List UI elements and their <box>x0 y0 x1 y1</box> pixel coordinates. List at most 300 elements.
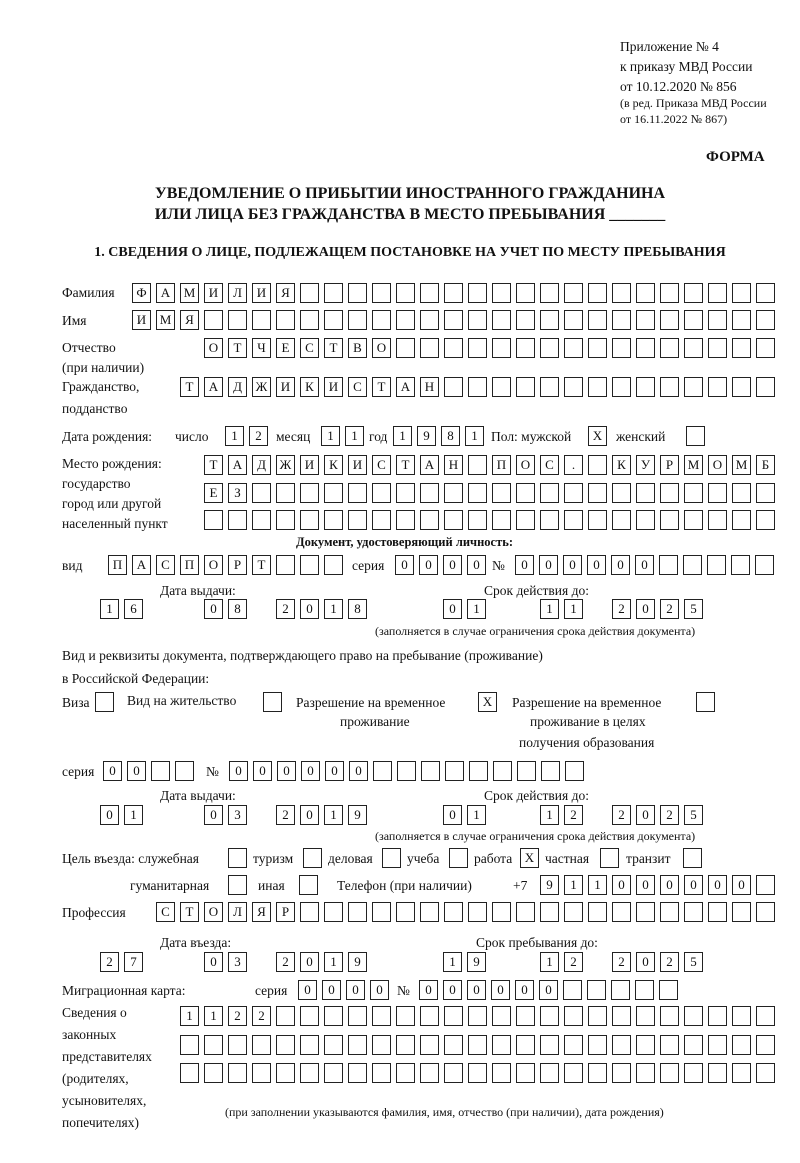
char-cell-pob2[interactable] <box>636 483 655 503</box>
char-cell-pob3[interactable] <box>396 510 415 530</box>
checkbox-p-private[interactable] <box>600 848 619 868</box>
char-cell-rep3[interactable] <box>732 1063 751 1083</box>
char-cell-surname[interactable]: Ф <box>132 283 151 303</box>
char-cell-patronymic[interactable]: С <box>300 338 319 358</box>
char-cell-citizenship[interactable]: Т <box>372 377 391 397</box>
char-cell-mc-number[interactable]: 0 <box>539 980 558 1000</box>
char-cell-mc-number[interactable]: 0 <box>467 980 486 1000</box>
char-cell-rd-number[interactable] <box>517 761 536 781</box>
char-cell-rep3[interactable] <box>324 1063 343 1083</box>
char-cell-id-series[interactable]: 0 <box>443 555 462 575</box>
char-cell-patronymic[interactable] <box>612 338 631 358</box>
char-cell-rep1[interactable] <box>324 1006 343 1026</box>
char-cell-rep3[interactable] <box>372 1063 391 1083</box>
char-cell-stay-year[interactable]: 2 <box>612 952 631 972</box>
char-cell-mc-series[interactable]: 0 <box>346 980 365 1000</box>
char-cell-rd-valid-year[interactable]: 2 <box>612 805 631 825</box>
char-cell-rep2[interactable] <box>324 1035 343 1055</box>
char-cell-pob3[interactable] <box>300 510 319 530</box>
char-cell-surname[interactable] <box>468 283 487 303</box>
checkbox-sex-female[interactable] <box>686 426 705 446</box>
char-cell-patronymic[interactable] <box>756 338 775 358</box>
char-cell-pob2[interactable] <box>444 483 463 503</box>
char-cell-rd-series[interactable] <box>175 761 194 781</box>
char-cell-name[interactable] <box>468 310 487 330</box>
char-cell-pob2[interactable] <box>396 483 415 503</box>
char-cell-stay-month[interactable]: 1 <box>540 952 559 972</box>
char-cell-id-valid-day[interactable]: 1 <box>467 599 486 619</box>
char-cell-mc-number[interactable]: 0 <box>419 980 438 1000</box>
char-cell-pob3[interactable] <box>228 510 247 530</box>
char-cell-surname[interactable] <box>588 283 607 303</box>
char-cell-rep2[interactable] <box>276 1035 295 1055</box>
char-cell-citizenship[interactable] <box>708 377 727 397</box>
char-cell-patronymic[interactable] <box>540 338 559 358</box>
char-cell-profession[interactable]: Я <box>252 902 271 922</box>
char-cell-phone[interactable] <box>756 875 775 895</box>
char-cell-rep2[interactable] <box>468 1035 487 1055</box>
char-cell-citizenship[interactable] <box>540 377 559 397</box>
char-cell-id-number[interactable]: 0 <box>635 555 654 575</box>
char-cell-citizenship[interactable] <box>636 377 655 397</box>
char-cell-surname[interactable] <box>756 283 775 303</box>
char-cell-citizenship[interactable]: И <box>276 377 295 397</box>
char-cell-profession[interactable]: Т <box>180 902 199 922</box>
char-cell-pob3[interactable] <box>588 510 607 530</box>
char-cell-pob1[interactable]: У <box>636 455 655 475</box>
char-cell-pob2[interactable] <box>756 483 775 503</box>
char-cell-pob2[interactable] <box>660 483 679 503</box>
char-cell-dob-day[interactable]: 2 <box>249 426 268 446</box>
char-cell-citizenship[interactable] <box>588 377 607 397</box>
char-cell-id-valid-year[interactable]: 2 <box>660 599 679 619</box>
char-cell-id-kind[interactable] <box>300 555 319 575</box>
char-cell-id-issue-year[interactable]: 8 <box>348 599 367 619</box>
char-cell-entry-month[interactable]: 0 <box>204 952 223 972</box>
char-cell-name[interactable] <box>756 310 775 330</box>
char-cell-pob1[interactable]: . <box>564 455 583 475</box>
char-cell-rep2[interactable] <box>300 1035 319 1055</box>
char-cell-rep1[interactable] <box>708 1006 727 1026</box>
char-cell-rd-issue-day[interactable]: 0 <box>100 805 119 825</box>
char-cell-pob1[interactable]: О <box>516 455 535 475</box>
char-cell-rep2[interactable] <box>180 1035 199 1055</box>
char-cell-pob3[interactable] <box>276 510 295 530</box>
char-cell-id-issue-day[interactable]: 1 <box>100 599 119 619</box>
char-cell-pob3[interactable] <box>732 510 751 530</box>
char-cell-rep2[interactable] <box>756 1035 775 1055</box>
char-cell-rep2[interactable] <box>612 1035 631 1055</box>
char-cell-mc-series[interactable]: 0 <box>322 980 341 1000</box>
char-cell-rep3[interactable] <box>252 1063 271 1083</box>
char-cell-citizenship[interactable] <box>492 377 511 397</box>
char-cell-rep1[interactable] <box>636 1006 655 1026</box>
char-cell-rd-number[interactable] <box>565 761 584 781</box>
char-cell-id-kind[interactable]: А <box>132 555 151 575</box>
char-cell-rd-issue-year[interactable]: 0 <box>300 805 319 825</box>
char-cell-entry-year[interactable]: 2 <box>276 952 295 972</box>
char-cell-rd-number[interactable] <box>421 761 440 781</box>
char-cell-dob-year[interactable]: 1 <box>465 426 484 446</box>
char-cell-id-valid-month[interactable]: 1 <box>564 599 583 619</box>
char-cell-id-number[interactable]: 0 <box>539 555 558 575</box>
checkbox-p-humanitarian[interactable] <box>228 875 247 895</box>
char-cell-rd-issue-day[interactable]: 1 <box>124 805 143 825</box>
char-cell-surname[interactable] <box>660 283 679 303</box>
char-cell-patronymic[interactable]: Ч <box>252 338 271 358</box>
char-cell-rd-issue-year[interactable]: 1 <box>324 805 343 825</box>
char-cell-patronymic[interactable] <box>588 338 607 358</box>
char-cell-pob1[interactable]: С <box>372 455 391 475</box>
char-cell-entry-day[interactable]: 2 <box>100 952 119 972</box>
char-cell-rep3[interactable] <box>588 1063 607 1083</box>
char-cell-surname[interactable]: Я <box>276 283 295 303</box>
char-cell-mc-series[interactable]: 0 <box>370 980 389 1000</box>
char-cell-rd-number[interactable] <box>397 761 416 781</box>
char-cell-name[interactable]: Я <box>180 310 199 330</box>
char-cell-rep3[interactable] <box>468 1063 487 1083</box>
char-cell-profession[interactable] <box>684 902 703 922</box>
char-cell-rd-valid-day[interactable]: 0 <box>443 805 462 825</box>
char-cell-dob-year[interactable]: 8 <box>441 426 460 446</box>
char-cell-phone[interactable]: 0 <box>732 875 751 895</box>
char-cell-profession[interactable] <box>564 902 583 922</box>
char-cell-rd-series[interactable]: 0 <box>103 761 122 781</box>
char-cell-rep2[interactable] <box>396 1035 415 1055</box>
char-cell-profession[interactable] <box>372 902 391 922</box>
char-cell-citizenship[interactable] <box>684 377 703 397</box>
char-cell-patronymic[interactable]: Е <box>276 338 295 358</box>
char-cell-id-number[interactable] <box>683 555 702 575</box>
char-cell-name[interactable] <box>492 310 511 330</box>
char-cell-name[interactable]: М <box>156 310 175 330</box>
char-cell-patronymic[interactable] <box>660 338 679 358</box>
char-cell-rd-valid-year[interactable]: 0 <box>636 805 655 825</box>
char-cell-rep1[interactable] <box>732 1006 751 1026</box>
char-cell-pob3[interactable] <box>324 510 343 530</box>
char-cell-profession[interactable] <box>396 902 415 922</box>
char-cell-pob1[interactable]: Д <box>252 455 271 475</box>
checkbox-temp-residence[interactable]: X <box>478 692 497 712</box>
char-cell-id-valid-month[interactable]: 1 <box>540 599 559 619</box>
char-cell-surname[interactable] <box>516 283 535 303</box>
char-cell-surname[interactable] <box>444 283 463 303</box>
char-cell-rd-valid-day[interactable]: 1 <box>467 805 486 825</box>
char-cell-pob1[interactable]: Н <box>444 455 463 475</box>
char-cell-id-valid-day[interactable]: 0 <box>443 599 462 619</box>
char-cell-id-number[interactable]: 0 <box>587 555 606 575</box>
char-cell-name[interactable] <box>252 310 271 330</box>
char-cell-name[interactable] <box>204 310 223 330</box>
char-cell-name[interactable] <box>324 310 343 330</box>
char-cell-rd-number[interactable] <box>445 761 464 781</box>
char-cell-profession[interactable] <box>348 902 367 922</box>
char-cell-profession[interactable] <box>468 902 487 922</box>
char-cell-id-number[interactable] <box>659 555 678 575</box>
char-cell-name[interactable] <box>732 310 751 330</box>
char-cell-id-number[interactable]: 0 <box>611 555 630 575</box>
char-cell-name[interactable] <box>276 310 295 330</box>
char-cell-surname[interactable]: Л <box>228 283 247 303</box>
char-cell-rd-valid-month[interactable]: 1 <box>540 805 559 825</box>
char-cell-pob3[interactable] <box>372 510 391 530</box>
char-cell-patronymic[interactable]: О <box>372 338 391 358</box>
char-cell-name[interactable] <box>588 310 607 330</box>
checkbox-residence[interactable] <box>263 692 282 712</box>
char-cell-rep1[interactable] <box>372 1006 391 1026</box>
char-cell-name[interactable] <box>372 310 391 330</box>
char-cell-pob3[interactable] <box>348 510 367 530</box>
char-cell-rep3[interactable] <box>348 1063 367 1083</box>
char-cell-rd-number[interactable]: 0 <box>253 761 272 781</box>
char-cell-patronymic[interactable] <box>564 338 583 358</box>
char-cell-citizenship[interactable] <box>612 377 631 397</box>
char-cell-id-valid-year[interactable]: 0 <box>636 599 655 619</box>
char-cell-pob2[interactable] <box>300 483 319 503</box>
char-cell-rep1[interactable] <box>276 1006 295 1026</box>
char-cell-profession[interactable] <box>324 902 343 922</box>
char-cell-pob2[interactable] <box>372 483 391 503</box>
char-cell-pob3[interactable] <box>612 510 631 530</box>
char-cell-mc-number[interactable]: 0 <box>515 980 534 1000</box>
char-cell-citizenship[interactable]: Ж <box>252 377 271 397</box>
char-cell-profession[interactable] <box>444 902 463 922</box>
char-cell-id-kind[interactable]: С <box>156 555 175 575</box>
char-cell-entry-year[interactable]: 1 <box>324 952 343 972</box>
char-cell-patronymic[interactable] <box>420 338 439 358</box>
char-cell-rd-valid-year[interactable]: 5 <box>684 805 703 825</box>
char-cell-pob2[interactable] <box>540 483 559 503</box>
char-cell-name[interactable] <box>348 310 367 330</box>
char-cell-pob1[interactable]: П <box>492 455 511 475</box>
char-cell-id-kind[interactable]: Т <box>252 555 271 575</box>
char-cell-surname[interactable] <box>564 283 583 303</box>
char-cell-profession[interactable] <box>636 902 655 922</box>
char-cell-rd-series[interactable]: 0 <box>127 761 146 781</box>
char-cell-pob1[interactable]: И <box>348 455 367 475</box>
char-cell-pob1[interactable]: О <box>708 455 727 475</box>
char-cell-rep1[interactable] <box>348 1006 367 1026</box>
char-cell-phone[interactable]: 0 <box>612 875 631 895</box>
char-cell-rep2[interactable] <box>516 1035 535 1055</box>
char-cell-rep3[interactable] <box>708 1063 727 1083</box>
char-cell-id-kind[interactable]: О <box>204 555 223 575</box>
char-cell-pob1[interactable]: И <box>300 455 319 475</box>
char-cell-pob3[interactable] <box>756 510 775 530</box>
char-cell-rep2[interactable] <box>684 1035 703 1055</box>
char-cell-pob2[interactable] <box>276 483 295 503</box>
char-cell-pob3[interactable] <box>660 510 679 530</box>
char-cell-rep2[interactable] <box>420 1035 439 1055</box>
char-cell-rep1[interactable] <box>396 1006 415 1026</box>
char-cell-name[interactable] <box>540 310 559 330</box>
char-cell-rep1[interactable] <box>492 1006 511 1026</box>
char-cell-pob3[interactable] <box>540 510 559 530</box>
char-cell-pob3[interactable] <box>516 510 535 530</box>
char-cell-rd-number[interactable] <box>373 761 392 781</box>
char-cell-patronymic[interactable]: О <box>204 338 223 358</box>
char-cell-patronymic[interactable] <box>732 338 751 358</box>
char-cell-rep2[interactable] <box>708 1035 727 1055</box>
char-cell-profession[interactable] <box>516 902 535 922</box>
char-cell-id-kind[interactable]: Р <box>228 555 247 575</box>
char-cell-rep3[interactable] <box>684 1063 703 1083</box>
char-cell-mc-series[interactable]: 0 <box>298 980 317 1000</box>
char-cell-surname[interactable] <box>300 283 319 303</box>
char-cell-profession[interactable]: С <box>156 902 175 922</box>
char-cell-rd-number[interactable]: 0 <box>325 761 344 781</box>
char-cell-profession[interactable] <box>588 902 607 922</box>
char-cell-pob2[interactable] <box>324 483 343 503</box>
char-cell-rd-number[interactable]: 0 <box>301 761 320 781</box>
char-cell-pob2[interactable] <box>732 483 751 503</box>
char-cell-pob1[interactable]: Р <box>660 455 679 475</box>
char-cell-mc-number[interactable]: 0 <box>491 980 510 1000</box>
char-cell-rep1[interactable] <box>420 1006 439 1026</box>
char-cell-id-issue-month[interactable]: 0 <box>204 599 223 619</box>
char-cell-rd-series[interactable] <box>151 761 170 781</box>
char-cell-pob3[interactable] <box>708 510 727 530</box>
checkbox-p-work[interactable]: X <box>520 848 539 868</box>
char-cell-phone[interactable]: 1 <box>588 875 607 895</box>
char-cell-pob1[interactable]: С <box>540 455 559 475</box>
char-cell-patronymic[interactable] <box>516 338 535 358</box>
char-cell-rep3[interactable] <box>612 1063 631 1083</box>
char-cell-rd-valid-year[interactable]: 2 <box>660 805 679 825</box>
char-cell-rep2[interactable] <box>444 1035 463 1055</box>
char-cell-rep3[interactable] <box>564 1063 583 1083</box>
char-cell-pob2[interactable] <box>708 483 727 503</box>
checkbox-p-tourism[interactable] <box>303 848 322 868</box>
char-cell-citizenship[interactable] <box>564 377 583 397</box>
char-cell-pob2[interactable] <box>420 483 439 503</box>
char-cell-id-number[interactable]: 0 <box>563 555 582 575</box>
char-cell-rep2[interactable] <box>732 1035 751 1055</box>
char-cell-name[interactable] <box>636 310 655 330</box>
char-cell-patronymic[interactable] <box>492 338 511 358</box>
char-cell-rd-issue-year[interactable]: 9 <box>348 805 367 825</box>
char-cell-pob1[interactable]: А <box>228 455 247 475</box>
char-cell-surname[interactable] <box>612 283 631 303</box>
char-cell-pob1[interactable]: Т <box>204 455 223 475</box>
char-cell-entry-year[interactable]: 9 <box>348 952 367 972</box>
char-cell-rep1[interactable]: 1 <box>180 1006 199 1026</box>
char-cell-name[interactable]: И <box>132 310 151 330</box>
char-cell-rd-issue-month[interactable]: 3 <box>228 805 247 825</box>
char-cell-pob3[interactable] <box>204 510 223 530</box>
char-cell-rep1[interactable]: 2 <box>252 1006 271 1026</box>
char-cell-rep1[interactable]: 2 <box>228 1006 247 1026</box>
char-cell-id-issue-month[interactable]: 8 <box>228 599 247 619</box>
char-cell-patronymic[interactable] <box>468 338 487 358</box>
char-cell-profession[interactable] <box>540 902 559 922</box>
char-cell-citizenship[interactable]: Д <box>228 377 247 397</box>
char-cell-patronymic[interactable] <box>684 338 703 358</box>
char-cell-pob3[interactable] <box>468 510 487 530</box>
char-cell-pob1[interactable]: К <box>324 455 343 475</box>
char-cell-patronymic[interactable]: Т <box>228 338 247 358</box>
char-cell-id-issue-year[interactable]: 1 <box>324 599 343 619</box>
char-cell-phone[interactable]: 9 <box>540 875 559 895</box>
char-cell-entry-year[interactable]: 0 <box>300 952 319 972</box>
char-cell-rep3[interactable] <box>420 1063 439 1083</box>
char-cell-profession[interactable] <box>420 902 439 922</box>
char-cell-id-series[interactable]: 0 <box>419 555 438 575</box>
char-cell-rep1[interactable] <box>444 1006 463 1026</box>
char-cell-rep3[interactable] <box>444 1063 463 1083</box>
char-cell-profession[interactable]: Л <box>228 902 247 922</box>
char-cell-rep2[interactable] <box>564 1035 583 1055</box>
char-cell-rd-issue-year[interactable]: 2 <box>276 805 295 825</box>
char-cell-surname[interactable] <box>684 283 703 303</box>
char-cell-pob1[interactable]: К <box>612 455 631 475</box>
char-cell-rep3[interactable] <box>492 1063 511 1083</box>
char-cell-rd-number[interactable] <box>469 761 488 781</box>
char-cell-entry-day[interactable]: 7 <box>124 952 143 972</box>
char-cell-id-kind[interactable] <box>276 555 295 575</box>
char-cell-citizenship[interactable] <box>660 377 679 397</box>
char-cell-surname[interactable] <box>420 283 439 303</box>
char-cell-profession[interactable]: О <box>204 902 223 922</box>
char-cell-pob3[interactable] <box>492 510 511 530</box>
char-cell-rep1[interactable] <box>756 1006 775 1026</box>
char-cell-patronymic[interactable] <box>444 338 463 358</box>
char-cell-rep3[interactable] <box>756 1063 775 1083</box>
char-cell-profession[interactable] <box>612 902 631 922</box>
char-cell-id-kind[interactable] <box>324 555 343 575</box>
char-cell-citizenship[interactable]: И <box>324 377 343 397</box>
char-cell-pob2[interactable] <box>588 483 607 503</box>
char-cell-stay-year[interactable]: 0 <box>636 952 655 972</box>
char-cell-rep1[interactable]: 1 <box>204 1006 223 1026</box>
char-cell-name[interactable] <box>420 310 439 330</box>
char-cell-patronymic[interactable] <box>708 338 727 358</box>
char-cell-citizenship[interactable] <box>468 377 487 397</box>
char-cell-citizenship[interactable] <box>444 377 463 397</box>
char-cell-pob1[interactable]: М <box>684 455 703 475</box>
char-cell-patronymic[interactable] <box>396 338 415 358</box>
char-cell-citizenship[interactable] <box>756 377 775 397</box>
char-cell-id-kind[interactable]: П <box>108 555 127 575</box>
char-cell-dob-day[interactable]: 1 <box>225 426 244 446</box>
char-cell-citizenship[interactable]: Т <box>180 377 199 397</box>
char-cell-rd-number[interactable] <box>541 761 560 781</box>
char-cell-rep1[interactable] <box>300 1006 319 1026</box>
char-cell-pob1[interactable] <box>588 455 607 475</box>
char-cell-surname[interactable] <box>636 283 655 303</box>
char-cell-pob2[interactable] <box>492 483 511 503</box>
char-cell-patronymic[interactable] <box>636 338 655 358</box>
char-cell-pob2[interactable] <box>516 483 535 503</box>
checkbox-p-transit[interactable] <box>683 848 702 868</box>
char-cell-phone[interactable]: 0 <box>708 875 727 895</box>
char-cell-surname[interactable] <box>396 283 415 303</box>
char-cell-profession[interactable]: Р <box>276 902 295 922</box>
char-cell-rep2[interactable] <box>204 1035 223 1055</box>
char-cell-dob-year[interactable]: 1 <box>393 426 412 446</box>
char-cell-name[interactable] <box>564 310 583 330</box>
checkbox-p-service[interactable] <box>228 848 247 868</box>
char-cell-rep2[interactable] <box>588 1035 607 1055</box>
char-cell-profession[interactable] <box>756 902 775 922</box>
char-cell-profession[interactable] <box>492 902 511 922</box>
char-cell-rep3[interactable] <box>516 1063 535 1083</box>
char-cell-rep1[interactable] <box>588 1006 607 1026</box>
char-cell-pob3[interactable] <box>420 510 439 530</box>
char-cell-rep3[interactable] <box>660 1063 679 1083</box>
char-cell-profession[interactable] <box>732 902 751 922</box>
char-cell-name[interactable] <box>516 310 535 330</box>
